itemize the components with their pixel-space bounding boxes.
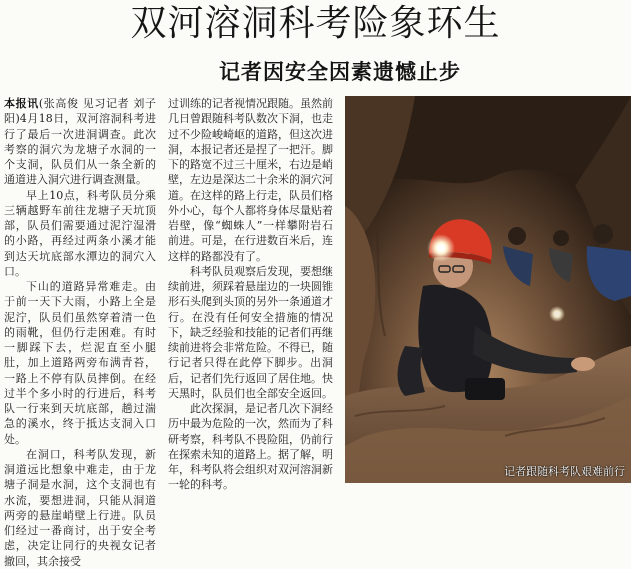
subheadline: 记者因安全因素遗憾止步 <box>219 60 461 84</box>
lead-text: (张高俊 见习记者 刘子阳)4月18日，双河溶洞科考进行了最后一次进洞调查。此次考察的洞穴为龙塘子水洞的一个支洞，队员们从一条全新的通道进入洞穴进行调查测量。 <box>4 97 156 187</box>
article-paragraph: 科考队员观察后发现，要想继续前进，须踩着悬崖边的一块圆锥形石头爬到头顶的另外一条通道才行。在没有任何安全措施的情况下，缺乏经验和技能的记者们再继续前进将会非常危险。不得已，随行记者只得在此停下脚步。出洞后，记者们先行返回了居住地。快天黑时，队员们也全部安全返回。 <box>168 264 333 400</box>
article-paragraph: 早上10点，科考队员分乘三辆越野车前往龙塘子天坑顶部，队员们需要通过泥泞湿滑的小路，再经过两条小溪才能到达天坑底部水潭边的洞穴入口。 <box>4 188 156 278</box>
article-lead-paragraph <box>4 96 156 188</box>
byline: 本报讯 <box>4 97 39 110</box>
article-paragraph-continued: 过训练的记者视情况跟随。虽然前几日曾跟随科考队数次下洞，也走过不少险峻崎岖的道路，但这次进洞，本报记者还是捏了一把汗。脚下的路宽不过三十厘米，右边是峭壁，左边是深达二十余米的洞穴河道。在这样的路上行走，队员们格外小心，每个人都将身体尽量贴着岩壁，像“蜘蛛人”一样攀附岩石前进。可是，在行进数百米后，连这样的路都没有了。 <box>168 97 333 263</box>
article-paragraph: 在洞口，科考队发现，新洞道远比想象中难走，由于龙塘子洞是水洞，这个支洞也有水流，要想进洞，只能从洞道两旁的悬崖峭壁上行进。队员们经过一番商讨，出于安全考虑，决定让同行的央视女记者撤回，其余接受 <box>4 447 156 568</box>
cave-photo-image <box>345 96 631 483</box>
photo-caption: 记者跟随科考队艰难前行 <box>504 465 625 478</box>
article-column-2 <box>168 96 333 492</box>
article-paragraph: 下山的道路异常难走。由于前一天下大雨，小路上全是泥泞，队员们虽然穿着清一色的雨靴，但仍行走困难。有时一脚踩下去，烂泥直至小腿肚，加上道路两旁布满青苔，一路上不停有队员摔倒。在经过半个多小时的行进后，科考队一行来到天坑底部，趟过湍急的溪水，终于抵达支洞入口处。 <box>4 280 156 446</box>
article-column-1 <box>4 96 156 568</box>
article-paragraph: 此次探洞，是记者几次下洞经历中最为危险的一次，然而为了科研考察，科考队不畏险阻，仍前行在探索未知的道路上。据了解，明年，科考队将会组织对双河溶洞新一轮的科考。 <box>168 402 333 492</box>
headline: 双河溶洞科考险象环生 <box>130 3 501 44</box>
cave-photo <box>345 96 631 483</box>
